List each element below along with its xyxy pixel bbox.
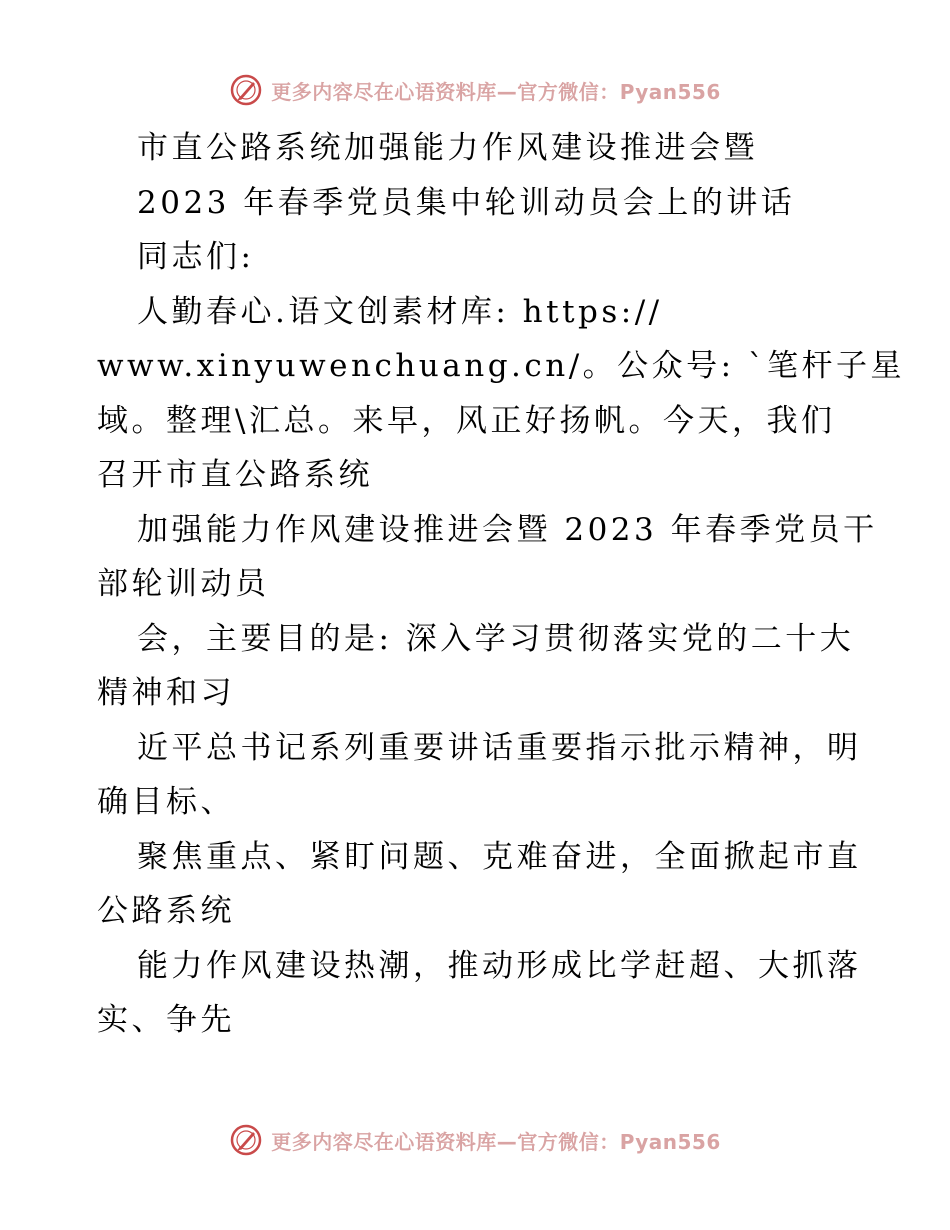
document-line: 市直公路系统加强能力作风建设推进会暨 (137, 130, 758, 166)
document-line: 加强能力作风建设推进会暨 2023 年春季党员干 (137, 511, 878, 548)
document-line: 2023 年春季党员集中轮训动员会上的讲话 (137, 184, 796, 221)
document-line: 人勤春心.语文创素材库: https:// (137, 293, 663, 330)
document-line: 能力作风建设热潮，推动形成比学赶超、大抓落 (137, 947, 862, 984)
document-line: 部轮训动员 (97, 566, 270, 602)
document-line: 会，主要目的是: 深入学习贯彻落实党的二十大 (137, 620, 855, 657)
watermark-text: 更多内容尽在心语资料库—官方微信：Pyan556 (271, 79, 721, 104)
document-line: 精神和习 (97, 675, 235, 711)
header-watermark (0, 70, 950, 110)
document-line: 同志们: (137, 239, 255, 275)
document-body (97, 121, 905, 1048)
document-line: 召开市直公路系统 (97, 457, 373, 493)
pen-nib-seal-icon (229, 73, 263, 107)
footer-watermark (0, 1120, 950, 1160)
document-line: 聚焦重点、紧盯问题、克难奋进，全面掀起市直 (137, 838, 862, 875)
document-line: 近平总书记系列重要讲话重要指示批示精神，明 (137, 729, 862, 766)
pen-nib-seal-icon (229, 1123, 263, 1157)
document-line: www.xinyuwenchuang.cn/。公众号: `笔杆子星 (97, 348, 905, 384)
document-line: 实、争先 (97, 1002, 235, 1038)
document-line: 确目标、 (97, 784, 235, 820)
document-line: 公路系统 (97, 893, 235, 929)
document-line: 域。整理\汇总。来早，风正好扬帆。今天，我们 (97, 402, 836, 439)
watermark-text: 更多内容尽在心语资料库—官方微信：Pyan556 (271, 1129, 721, 1154)
